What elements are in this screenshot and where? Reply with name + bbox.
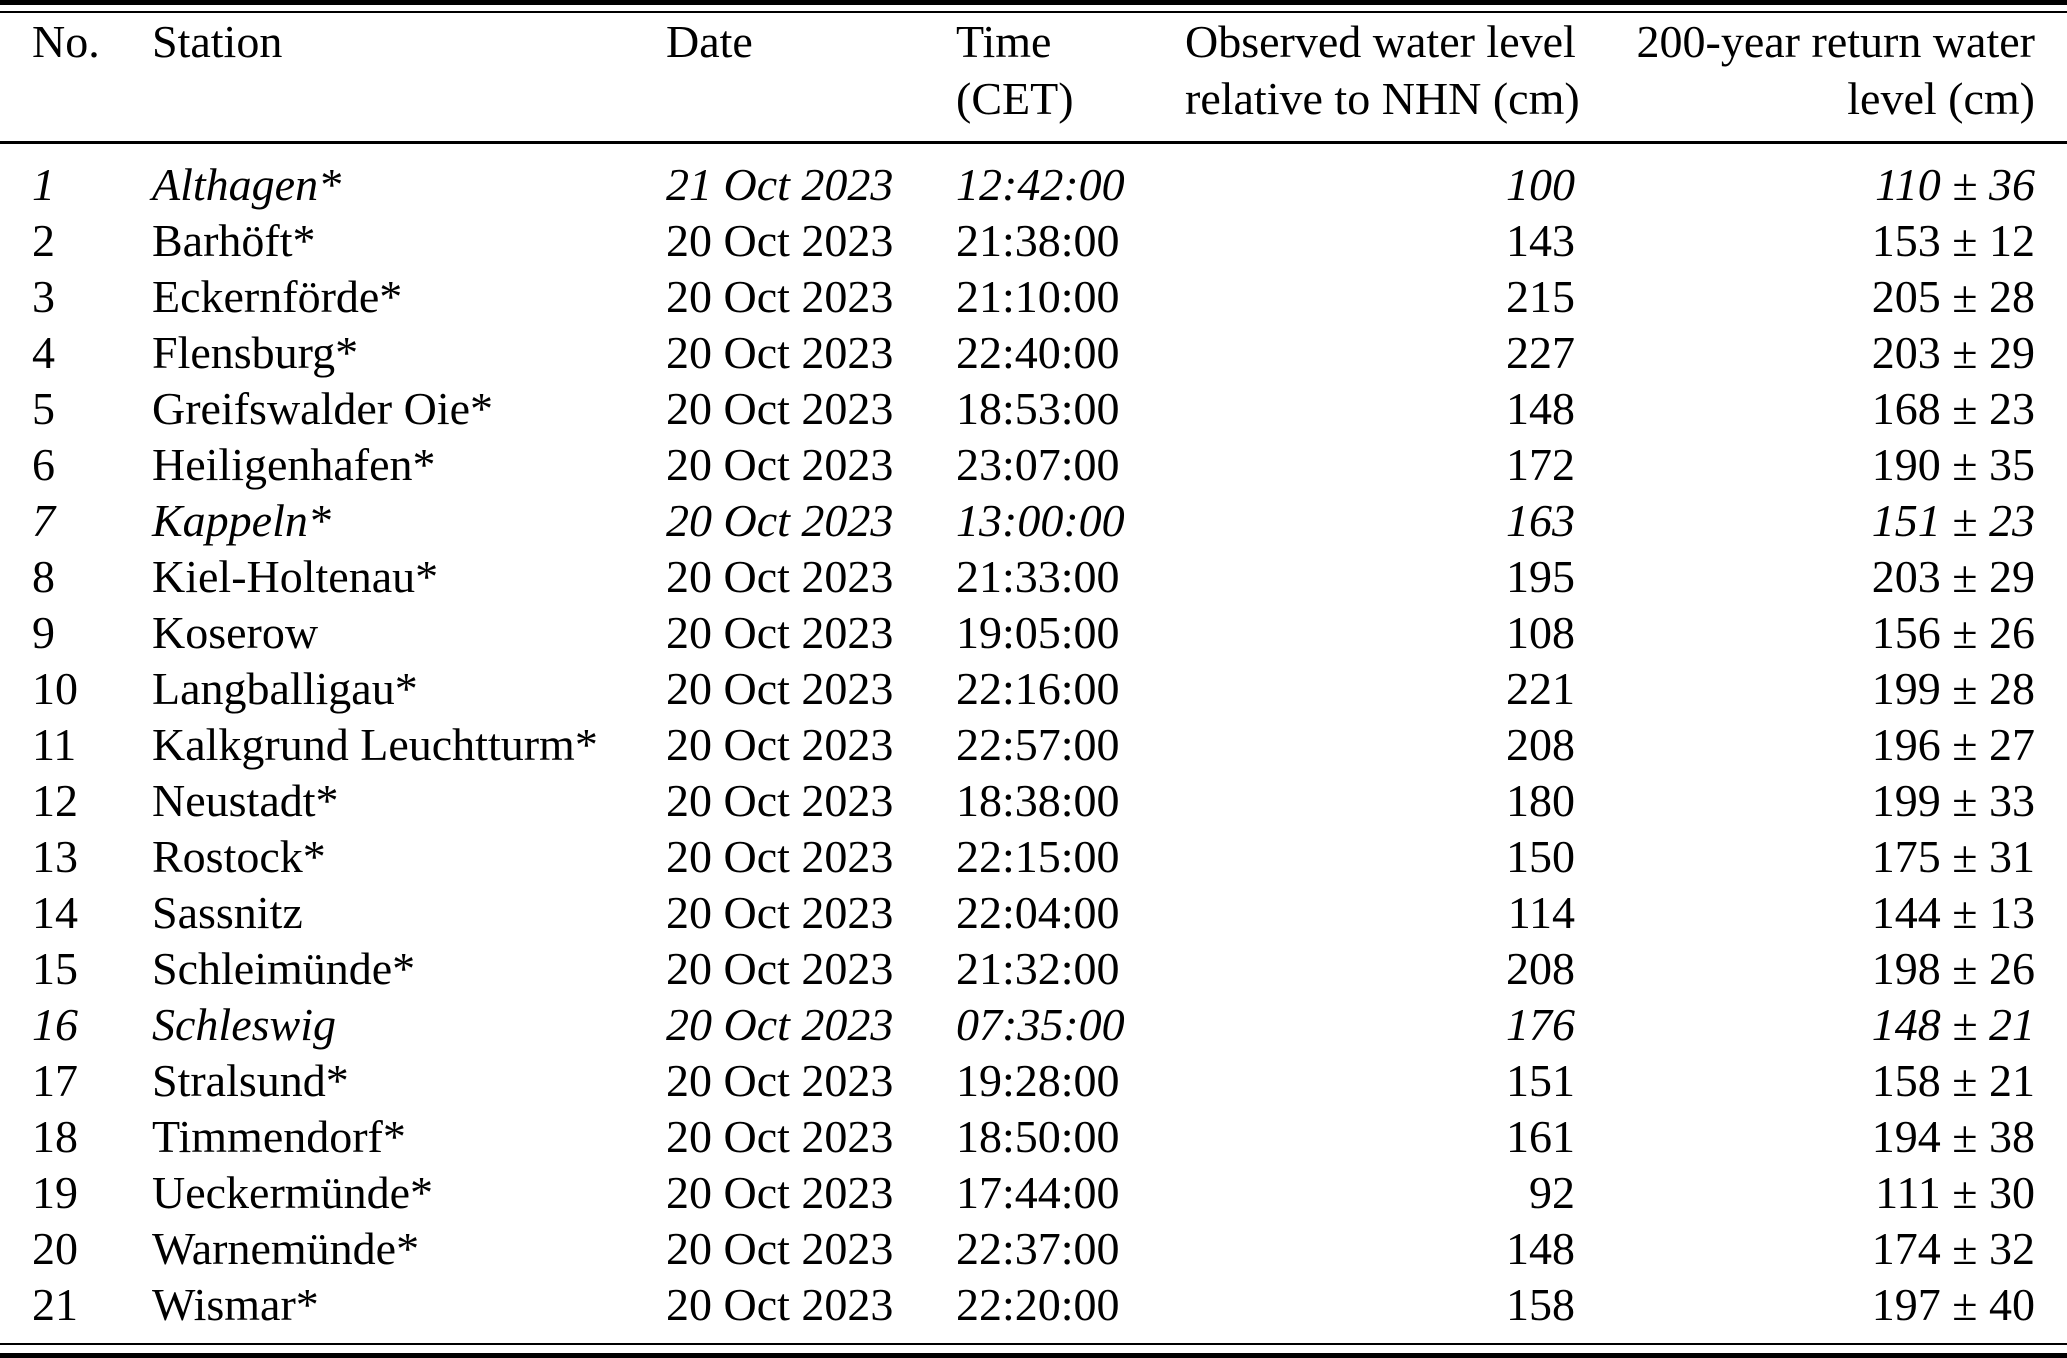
cell-observed-water-level: 161	[1506, 1111, 1575, 1162]
cell-observed-water-level: 227	[1506, 327, 1575, 378]
table-row	[0, 437, 2067, 493]
cell-station: Eckernförde*	[152, 271, 403, 322]
cell-time: 19:28:00	[956, 1055, 1120, 1106]
col-header-observed-line1: Observed water level	[1185, 16, 1576, 67]
cell-date: 20 Oct 2023	[666, 1055, 894, 1106]
cell-return-water-level: 196 ± 27	[1871, 719, 2035, 770]
cell-return-water-level: 151 ± 23	[1871, 495, 2035, 546]
cell-time: 18:50:00	[956, 1111, 1120, 1162]
cell-date: 20 Oct 2023	[666, 1167, 894, 1218]
water-level-table	[0, 13, 2067, 1333]
cell-return-water-level: 190 ± 35	[1871, 439, 2035, 490]
cell-no: 6	[32, 439, 55, 490]
cell-return-water-level: 168 ± 23	[1871, 383, 2035, 434]
cell-return-water-level: 194 ± 38	[1871, 1111, 2035, 1162]
cell-return-water-level: 197 ± 40	[1871, 1279, 2035, 1330]
cell-no: 12	[32, 775, 78, 826]
cell-no: 11	[32, 719, 77, 770]
col-header-time-line2: (CET)	[956, 73, 1074, 124]
cell-return-water-level: 110 ± 36	[1875, 159, 2035, 210]
cell-no: 9	[32, 607, 55, 658]
cell-observed-water-level: 221	[1506, 663, 1575, 714]
table-row	[0, 325, 2067, 381]
table-row	[0, 1165, 2067, 1221]
cell-date: 20 Oct 2023	[666, 215, 894, 266]
cell-no: 2	[32, 215, 55, 266]
cell-return-water-level: 148 ± 21	[1871, 999, 2035, 1050]
cell-time: 21:10:00	[956, 271, 1120, 322]
header-row	[0, 13, 2067, 143]
cell-date: 20 Oct 2023	[666, 327, 894, 378]
cell-time: 22:20:00	[956, 1279, 1120, 1330]
cell-date: 20 Oct 2023	[666, 943, 894, 994]
cell-no: 10	[32, 663, 78, 714]
cell-return-water-level: 153 ± 12	[1871, 215, 2035, 266]
cell-observed-water-level: 208	[1506, 719, 1575, 770]
cell-station: Kappeln*	[152, 495, 331, 546]
cell-return-water-level: 203 ± 29	[1871, 551, 2035, 602]
cell-no: 14	[32, 887, 78, 938]
table-row	[0, 157, 2067, 213]
cell-station: Stralsund*	[152, 1055, 349, 1106]
cell-observed-water-level: 163	[1506, 495, 1575, 546]
table-top-thick-rule	[0, 0, 2067, 5]
cell-time: 22:37:00	[956, 1223, 1120, 1274]
cell-station: Heiligenhafen*	[152, 439, 436, 490]
cell-observed-water-level: 108	[1506, 607, 1575, 658]
table-row	[0, 885, 2067, 941]
cell-observed-water-level: 215	[1506, 271, 1575, 322]
cell-date: 20 Oct 2023	[666, 383, 894, 434]
table-row	[0, 381, 2067, 437]
cell-station: Wismar*	[152, 1279, 319, 1330]
cell-time: 23:07:00	[956, 439, 1120, 490]
col-header-station-label: Station	[152, 16, 283, 67]
cell-return-water-level: 156 ± 26	[1871, 607, 2035, 658]
cell-observed-water-level: 172	[1506, 439, 1575, 490]
cell-no: 19	[32, 1167, 78, 1218]
cell-time: 22:04:00	[956, 887, 1120, 938]
cell-return-water-level: 144 ± 13	[1871, 887, 2035, 938]
cell-date: 20 Oct 2023	[666, 999, 894, 1050]
col-header-no-label: No.	[32, 16, 100, 67]
cell-station: Langballigau*	[152, 663, 418, 714]
cell-observed-water-level: 114	[1507, 887, 1575, 938]
cell-time: 22:15:00	[956, 831, 1120, 882]
table-row	[0, 1109, 2067, 1165]
cell-station: Neustadt*	[152, 775, 339, 826]
cell-observed-water-level: 92	[1529, 1167, 1575, 1218]
cell-time: 13:00:00	[956, 495, 1125, 546]
cell-time: 17:44:00	[956, 1167, 1120, 1218]
cell-return-water-level: 199 ± 33	[1871, 775, 2035, 826]
cell-station: Althagen*	[152, 159, 342, 210]
cell-no: 4	[32, 327, 55, 378]
table-row	[0, 773, 2067, 829]
cell-date: 20 Oct 2023	[666, 271, 894, 322]
cell-no: 8	[32, 551, 55, 602]
cell-station: Ueckermünde*	[152, 1167, 433, 1218]
col-header-date-label: Date	[666, 16, 753, 67]
cell-observed-water-level: 158	[1506, 1279, 1575, 1330]
cell-date: 20 Oct 2023	[666, 1111, 894, 1162]
cell-station: Warnemünde*	[152, 1223, 420, 1274]
cell-station: Sassnitz	[152, 887, 303, 938]
cell-observed-water-level: 208	[1506, 943, 1575, 994]
cell-date: 20 Oct 2023	[666, 887, 894, 938]
cell-date: 20 Oct 2023	[666, 439, 894, 490]
spacer-row	[0, 143, 2067, 158]
cell-station: Flensburg*	[152, 327, 359, 378]
cell-return-water-level: 174 ± 32	[1871, 1223, 2035, 1274]
cell-observed-water-level: 151	[1506, 1055, 1575, 1106]
cell-observed-water-level: 195	[1506, 551, 1575, 602]
cell-observed-water-level: 143	[1506, 215, 1575, 266]
col-header-station	[152, 13, 666, 143]
cell-return-water-level: 205 ± 28	[1871, 271, 2035, 322]
cell-station: Timmendorf*	[152, 1111, 406, 1162]
cell-station: Greifswalder Oie*	[152, 383, 494, 434]
cell-return-water-level: 203 ± 29	[1871, 327, 2035, 378]
table-row	[0, 829, 2067, 885]
cell-return-water-level: 198 ± 26	[1871, 943, 2035, 994]
cell-no: 20	[32, 1223, 78, 1274]
cell-observed-water-level: 100	[1506, 159, 1575, 210]
col-header-no	[0, 13, 152, 143]
cell-time: 22:16:00	[956, 663, 1120, 714]
cell-station: Kiel-Holtenau*	[152, 551, 439, 602]
cell-time: 18:53:00	[956, 383, 1120, 434]
table-row	[0, 605, 2067, 661]
cell-station: Schleswig	[152, 999, 336, 1050]
cell-station: Koserow	[152, 607, 319, 658]
table-row	[0, 493, 2067, 549]
cell-date: 20 Oct 2023	[666, 551, 894, 602]
table-row	[0, 717, 2067, 773]
cell-no: 5	[32, 383, 55, 434]
cell-time: 07:35:00	[956, 999, 1125, 1050]
cell-date: 20 Oct 2023	[666, 1223, 894, 1274]
cell-date: 20 Oct 2023	[666, 1279, 894, 1330]
table-row	[0, 1053, 2067, 1109]
table-row	[0, 661, 2067, 717]
cell-observed-water-level: 180	[1506, 775, 1575, 826]
table-row	[0, 941, 2067, 997]
col-header-return-line1: 200-year return water	[1636, 16, 2035, 67]
col-header-time-line1: Time	[956, 16, 1052, 67]
cell-no: 15	[32, 943, 78, 994]
col-header-date	[666, 13, 956, 143]
table-row	[0, 997, 2067, 1053]
cell-no: 17	[32, 1055, 78, 1106]
cell-date: 20 Oct 2023	[666, 831, 894, 882]
cell-no: 16	[32, 999, 78, 1050]
cell-date: 20 Oct 2023	[666, 495, 894, 546]
cell-return-water-level: 158 ± 21	[1871, 1055, 2035, 1106]
cell-return-water-level: 199 ± 28	[1871, 663, 2035, 714]
cell-time: 12:42:00	[956, 159, 1125, 210]
cell-time: 21:38:00	[956, 215, 1120, 266]
table-row	[0, 1221, 2067, 1277]
cell-date: 20 Oct 2023	[666, 775, 894, 826]
cell-observed-water-level: 176	[1506, 999, 1575, 1050]
cell-no: 1	[32, 159, 55, 210]
cell-return-water-level: 111 ± 30	[1875, 1167, 2035, 1218]
cell-station: Rostock*	[152, 831, 326, 882]
col-header-observed	[1185, 13, 1580, 143]
col-header-return-line2: level (cm)	[1847, 73, 2035, 124]
cell-date: 20 Oct 2023	[666, 719, 894, 770]
cell-station: Kalkgrund Leuchtturm*	[152, 719, 598, 770]
table-row	[0, 1277, 2067, 1333]
cell-no: 21	[32, 1279, 78, 1330]
col-header-return	[1575, 13, 2067, 143]
cell-time: 21:32:00	[956, 943, 1120, 994]
cell-no: 18	[32, 1111, 78, 1162]
cell-date: 21 Oct 2023	[666, 159, 894, 210]
cell-time: 21:33:00	[956, 551, 1120, 602]
cell-date: 20 Oct 2023	[666, 607, 894, 658]
cell-date: 20 Oct 2023	[666, 663, 894, 714]
cell-return-water-level: 175 ± 31	[1871, 831, 2035, 882]
table-row	[0, 269, 2067, 325]
col-header-observed-line2: relative to NHN (cm)	[1185, 73, 1580, 124]
cell-time: 19:05:00	[956, 607, 1120, 658]
cell-time: 22:57:00	[956, 719, 1120, 770]
table-body	[0, 143, 2067, 1334]
cell-station: Schleimünde*	[152, 943, 416, 994]
table-bottom-thin-rule	[0, 1343, 2067, 1345]
table-bottom-thick-rule	[0, 1353, 2067, 1358]
cell-observed-water-level: 148	[1506, 1223, 1575, 1274]
cell-observed-water-level: 150	[1506, 831, 1575, 882]
cell-no: 3	[32, 271, 55, 322]
table-row	[0, 213, 2067, 269]
table-header	[0, 13, 2067, 143]
cell-time: 18:38:00	[956, 775, 1120, 826]
cell-station: Barhöft*	[152, 215, 316, 266]
cell-time: 22:40:00	[956, 327, 1120, 378]
cell-no: 13	[32, 831, 78, 882]
col-header-time	[956, 13, 1185, 143]
cell-observed-water-level: 148	[1506, 383, 1575, 434]
cell-no: 7	[32, 495, 55, 546]
table-row	[0, 549, 2067, 605]
